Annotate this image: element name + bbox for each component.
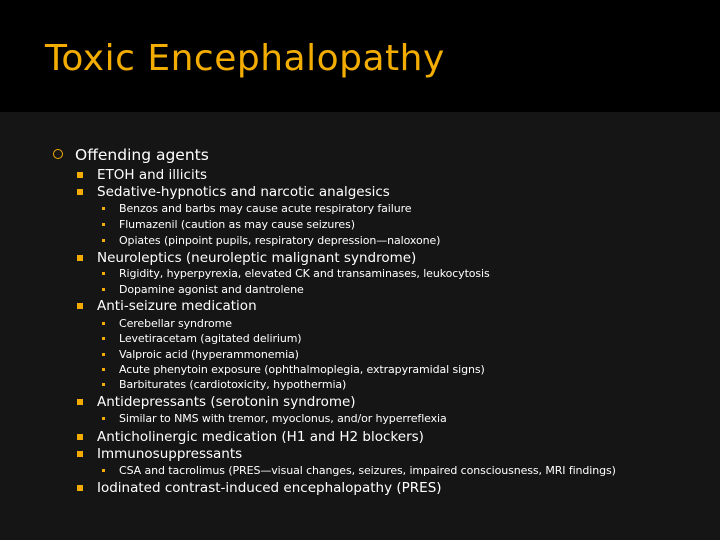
heading-item xyxy=(75,146,209,164)
square-bullet-icon xyxy=(77,255,83,261)
heading-item-text: Offending agents xyxy=(75,146,209,164)
sub-list-item xyxy=(119,464,616,477)
title-bar xyxy=(0,0,720,112)
sub-list-item-text: Acute phenytoin exposure (ophthalmoplegia, extrapyramidal signs) xyxy=(119,363,485,376)
sub-list-item xyxy=(119,267,490,280)
list-item-text: Antidepressants (serotonin syndrome) xyxy=(97,394,356,410)
sub-list-item xyxy=(119,332,302,345)
small-square-bullet-icon xyxy=(102,272,105,275)
small-square-bullet-icon xyxy=(102,469,105,472)
circle-bullet-icon xyxy=(53,149,63,159)
sub-list-item-text: Levetiracetam (agitated delirium) xyxy=(119,332,302,345)
sub-list-item xyxy=(119,412,447,425)
small-square-bullet-icon xyxy=(102,207,105,210)
sub-list-item-text: Cerebellar syndrome xyxy=(119,317,232,330)
square-bullet-icon xyxy=(77,434,83,440)
list-item-text: Iodinated contrast-induced encephalopathy (PRES) xyxy=(97,480,442,496)
list-item xyxy=(97,480,442,496)
list-item xyxy=(97,394,356,410)
square-bullet-icon xyxy=(77,303,83,309)
square-bullet-icon xyxy=(77,172,83,178)
list-item xyxy=(97,184,390,200)
sub-list-item xyxy=(119,234,440,247)
small-square-bullet-icon xyxy=(102,223,105,226)
sub-list-item xyxy=(119,363,485,376)
small-square-bullet-icon xyxy=(102,239,105,242)
small-square-bullet-icon xyxy=(102,322,105,325)
sub-list-item xyxy=(119,218,355,231)
list-item-text: Immunosuppressants xyxy=(97,446,243,462)
sub-list-item-text: Flumazenil (caution as may cause seizures) xyxy=(119,218,355,231)
sub-list-item-text: Valproic acid (hyperammonemia) xyxy=(119,348,299,361)
list-item xyxy=(97,446,242,462)
list-item xyxy=(97,298,257,314)
sub-list-item-text: Benzos and barbs may cause acute respiratory failure xyxy=(119,202,412,215)
small-square-bullet-icon xyxy=(102,337,105,340)
small-square-bullet-icon xyxy=(102,288,105,291)
list-item-text: Anti-seizure medication xyxy=(97,298,257,314)
small-square-bullet-icon xyxy=(102,368,105,371)
list-item-text: ETOH and illicits xyxy=(97,167,208,183)
sub-list-item xyxy=(119,378,346,391)
square-bullet-icon xyxy=(77,189,83,195)
sub-list-item xyxy=(119,317,232,330)
slide-title: Toxic Encephalopathy xyxy=(45,38,445,79)
small-square-bullet-icon xyxy=(102,383,105,386)
sub-list-item xyxy=(119,283,304,296)
list-item xyxy=(97,429,424,445)
sub-list-item-text: Opiates (pinpoint pupils, respiratory depression—naloxone) xyxy=(119,234,441,247)
small-square-bullet-icon xyxy=(102,353,105,356)
list-item xyxy=(97,250,416,266)
sub-list-item-text: Similar to NMS with tremor, myoclonus, and/or hyperreflexia xyxy=(119,412,447,425)
sub-list-item-text: Rigidity, hyperpyrexia, elevated CK and transaminases, leukocytosis xyxy=(119,267,490,280)
sub-list-item xyxy=(119,348,299,361)
square-bullet-icon xyxy=(77,399,83,405)
list-item-text: Neuroleptics (neuroleptic malignant syndrome) xyxy=(97,250,417,266)
square-bullet-icon xyxy=(77,485,83,491)
sub-list-item-text: Dopamine agonist and dantrolene xyxy=(119,283,304,296)
list-item-text: Anticholinergic medication (H1 and H2 blockers) xyxy=(97,429,424,445)
square-bullet-icon xyxy=(77,451,83,457)
list-item xyxy=(97,167,207,183)
sub-list-item xyxy=(119,202,411,215)
small-square-bullet-icon xyxy=(102,417,105,420)
list-item-text: Sedative-hypnotics and narcotic analgesics xyxy=(97,184,390,200)
sub-list-item-text: Barbiturates (cardiotoxicity, hypothermia) xyxy=(119,378,347,391)
sub-list-item-text: CSA and tacrolimus (PRES—visual changes, seizures, impaired consciousness, MRI findings) xyxy=(119,464,616,477)
